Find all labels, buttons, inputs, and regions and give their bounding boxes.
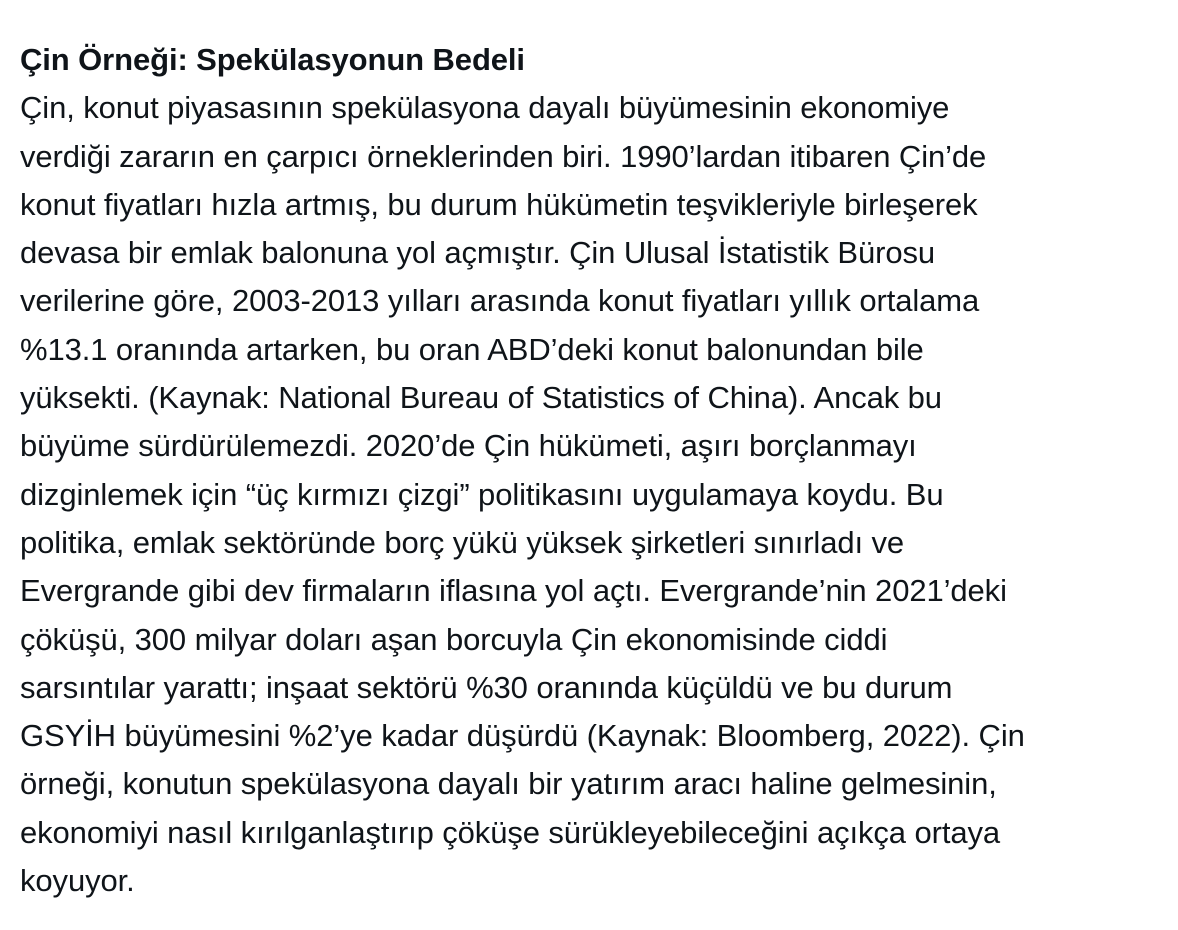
post-line: çöküşü, 300 milyar doları aşan borcuyla Çin ekonomisinde ciddi bbox=[20, 621, 888, 657]
post-line: koyuyor. bbox=[20, 863, 135, 899]
post-line: devasa bir emlak balonuna yol açmıştır. Çin Ulusal İstatistik Bürosu bbox=[20, 235, 935, 271]
post-line: sarsıntılar yarattı; inşaat sektörü %30 oranında küçüldü ve bu durum bbox=[20, 669, 953, 705]
post-line: konut fiyatları hızla artmış, bu durum hükümetin teşvikleriyle birleşerek bbox=[20, 186, 978, 222]
post-line: GSYİH büyümesini %2’ye kadar düşürdü (Kaynak: Bloomberg, 2022). Çin bbox=[20, 718, 1025, 754]
post-line: politika, emlak sektöründe borç yükü yüksek şirketleri sınırladı ve bbox=[20, 524, 905, 560]
post-line: Çin, konut piyasasının spekülasyona dayalı büyümesinin ekonomiye bbox=[20, 90, 950, 126]
post-line: ekonomiyi nasıl kırılganlaştırıp çöküşe sürükleyebileceğini açıkça ortaya bbox=[20, 814, 1001, 850]
post-line: verdiği zararın en çarpıcı örneklerinden biri. 1990’lardan itibaren Çin’de bbox=[20, 138, 987, 174]
post-line: %13.1 oranında artarken, bu oran ABD’deki konut balonundan bile bbox=[20, 331, 924, 367]
post-line: dizginlemek için “üç kırmızı çizgi” politikasını uygulamaya koydu. Bu bbox=[20, 476, 944, 512]
post-line: örneği, konutun spekülasyona dayalı bir yatırım aracı haline gelmesinin, bbox=[20, 766, 997, 802]
post-title: Çin Örneği: Spekülasyonun Bedeli bbox=[20, 42, 525, 77]
post-line: yüksekti. (Kaynak: National Bureau of Statistics of China). Ancak bu bbox=[20, 380, 942, 416]
post-text bbox=[20, 36, 1160, 905]
post-line: büyüme sürdürülemezdi. 2020’de Çin hükümeti, aşırı borçlanmayı bbox=[20, 428, 917, 464]
post-line: verilerine göre, 2003-2013 yılları arasında konut fiyatları yıllık ortalama bbox=[20, 283, 980, 319]
post-line: Evergrande gibi dev firmaların iflasına yol açtı. Evergrande’nin 2021’deki bbox=[20, 573, 1007, 609]
